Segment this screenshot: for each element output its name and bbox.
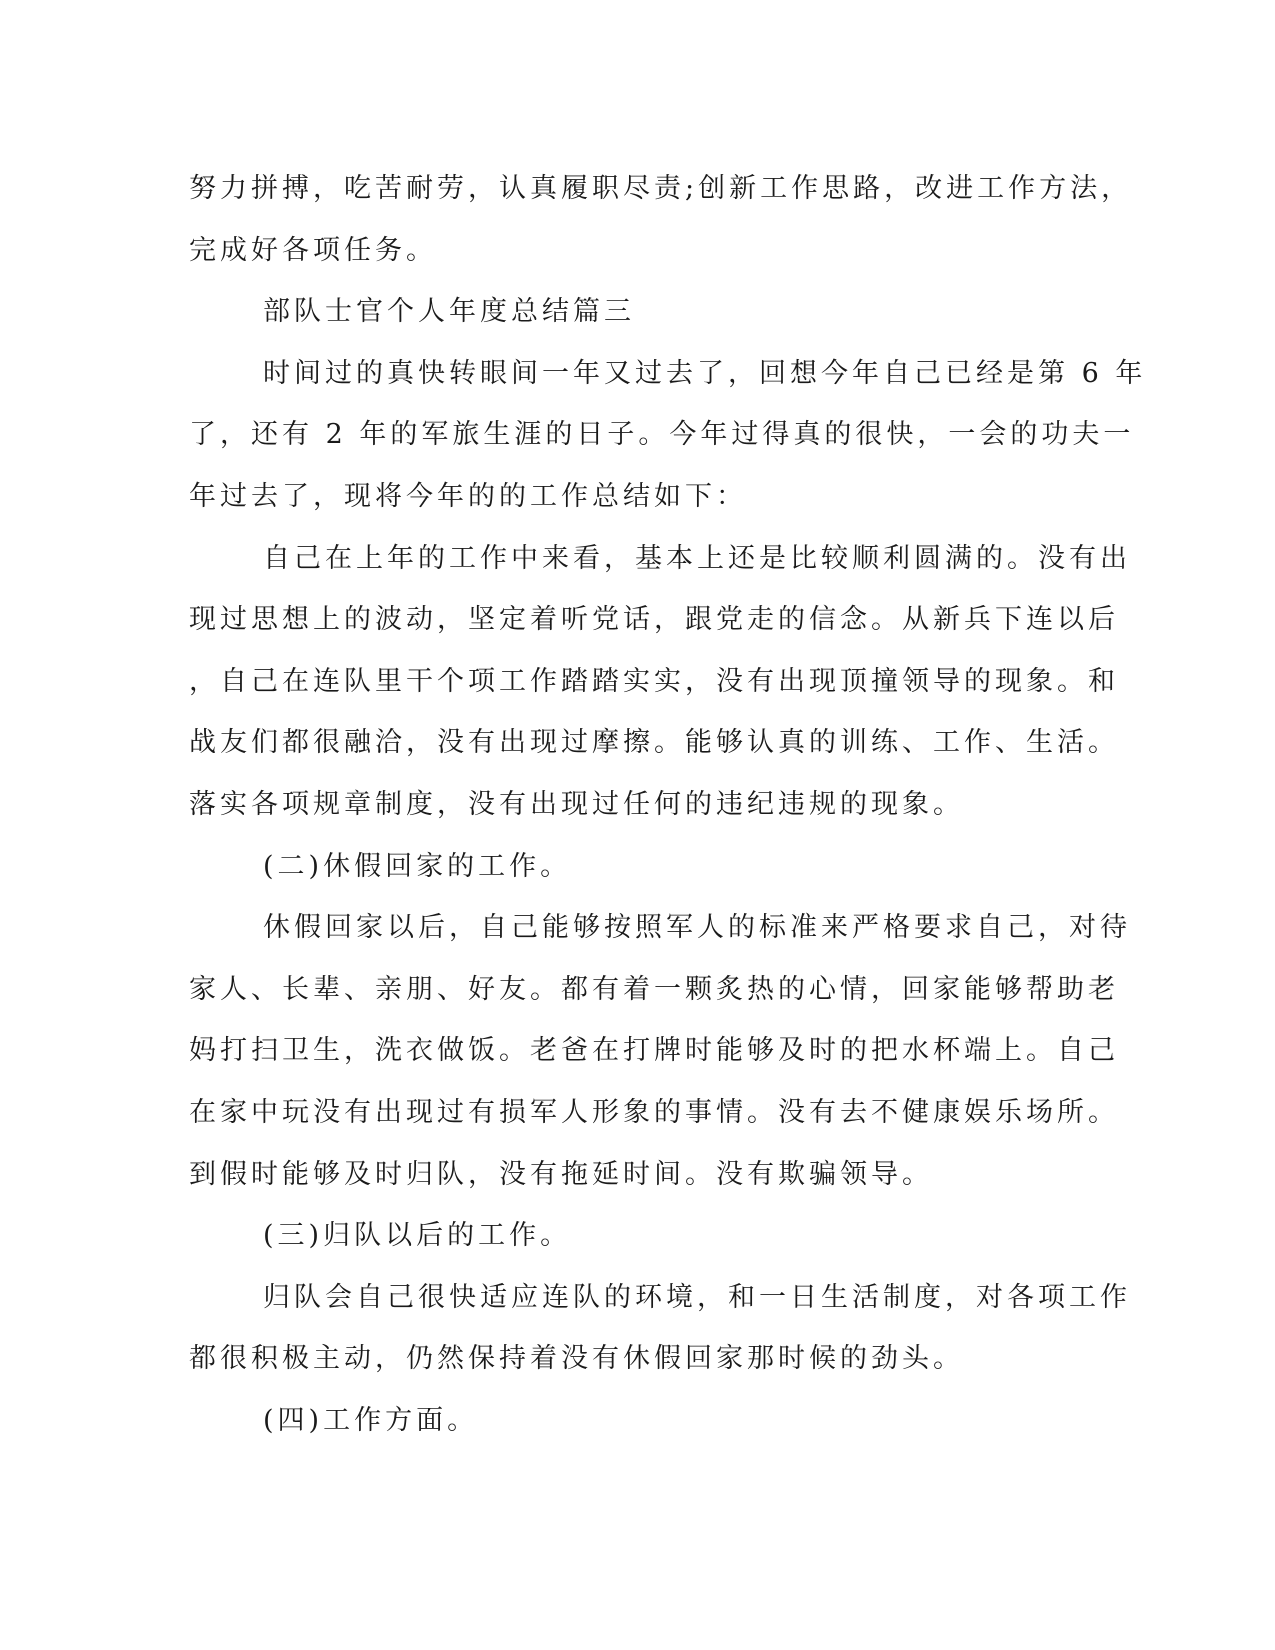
text-line: 现过思想上的波动，坚定着听党话，跟党走的信念。从新兵下连以后: [189, 604, 1119, 636]
text-line: 到假时能够及时归队，没有拖延时间。没有欺骗领导。: [189, 1158, 933, 1190]
text-line: 家人、长辈、亲朋、好友。都有着一颗炙热的心情，回家能够帮助老: [189, 973, 1119, 1005]
subsection-heading: (四)工作方面。: [263, 1404, 479, 1436]
document-body: [189, 158, 1147, 1451]
text-line: 战友们都很融洽，没有出现过摩擦。能够认真的训练、工作、生活。: [189, 727, 1119, 759]
text-line: 了，还有 2 年的军旅生涯的日子。今年过得真的很快，一会的功夫一: [189, 419, 1135, 451]
text-line: 归队会自己很快适应连队的环境，和一日生活制度，对各项工作: [263, 1281, 1131, 1313]
subsection-heading: (三)归队以后的工作。: [263, 1220, 572, 1252]
text-line: ，自己在连队里干个项工作踏踏实实，没有出现顶撞领导的现象。和: [189, 665, 1119, 697]
text-line: 在家中玩没有出现过有损军人形象的事情。没有去不健康娱乐场所。: [189, 1096, 1119, 1128]
text-line: 落实各项规章制度，没有出现过任何的违纪违规的现象。: [189, 788, 964, 820]
text-line: 休假回家以后，自己能够按照军人的标准来严格要求自己，对待: [263, 912, 1131, 944]
text-line: 妈打扫卫生，洗衣做饭。老爸在打牌时能够及时的把水杯端上。自己: [189, 1035, 1119, 1067]
section-title: 部队士官个人年度总结篇三: [263, 296, 635, 328]
text-line: 年过去了，现将今年的的工作总结如下：: [189, 480, 747, 512]
text-line: 完成好各项任务。: [189, 234, 437, 266]
text-line: 自己在上年的工作中来看，基本上还是比较顺利圆满的。没有出: [263, 542, 1131, 574]
text-line: 努力拼搏，吃苦耐劳，认真履职尽责;创新工作思路，改进工作方法，: [189, 173, 1133, 204]
text-line: 都很积极主动，仍然保持着没有休假回家那时候的劲头。: [189, 1343, 964, 1375]
text-line: 时间过的真快转眼间一年又过去了，回想今年自己已经是第 6 年: [263, 357, 1147, 389]
subsection-heading: (二)休假回家的工作。: [263, 850, 572, 882]
